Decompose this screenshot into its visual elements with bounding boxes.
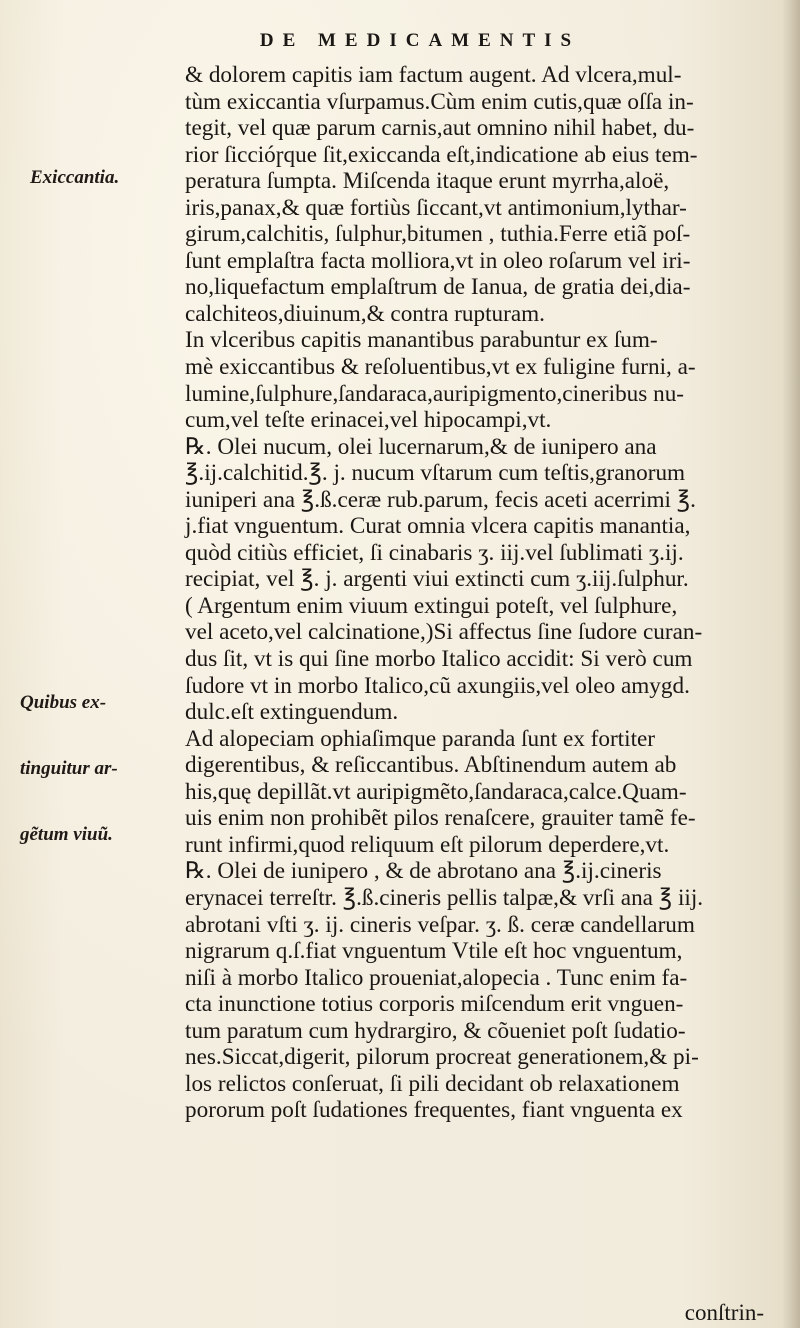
text-line: erynacei terreſtr. ℥.ß.cineris pellis talpæ,& vrſi ana ℥ iij. (185, 884, 704, 911)
text-line: digerentibus, & reſiccantibus. Abſtinendum autem ab (185, 752, 677, 779)
text-line: iris,panax,& quæ fortiùs ſiccant,vt antimonium,lythar- (185, 194, 687, 221)
text-line: runt infirmi,quod reliquum eſt pilorum deperdere,vt. (185, 831, 670, 858)
text-line: ℥.ij.calchitid.℥. j. nucum vſtarum cum teſtis,granorum (185, 460, 686, 487)
margin-note-exiccantia: Exiccantia. (30, 167, 120, 188)
main-text-block (185, 62, 785, 1124)
text-line: ſunt emplaſtra facta molliora,vt in oleo roſarum vel iri- (185, 247, 691, 274)
catchword: conſtrin- (684, 1300, 764, 1325)
text-line: iuniperi ana ℥.ß.ceræ rub.parum, fecis aceti acerrimi ℥. (185, 486, 696, 513)
text-line: cum,vel teſte erinacei,vel hipocampi,vt. (185, 407, 552, 434)
text-line: los relictos conſeruat, ſi pili decidant ob relaxationem (185, 1070, 680, 1097)
text-line: mè exiccantibus & reſoluentibus,vt ex fuligine furni, a- (185, 354, 696, 381)
text-line: girum,calchitis, ſulphur,bitumen , tuthia.Ferre etiã poſ- (185, 221, 691, 248)
margin-note-quibus (20, 648, 118, 890)
text-line: dulc.eſt extinguendum. (185, 699, 399, 726)
text-line: quòd citiùs efficiet, ſi cinabaris ʒ. iij.vel ſublimati ʒ.ij. (185, 539, 684, 566)
text-line: tùm exiccantia vſurpamus.Cùm enim cutis,quæ oſſa in- (185, 88, 694, 115)
text-line: ( Argentum enim viuum extingui poteſt, vel ſulphure, (185, 592, 678, 619)
text-line: his,quę depillãt.vt auripigmẽto,ſandaraca,calce.Quam- (185, 778, 687, 805)
text-line: rior ſiccióɼque ſit,exiccanda eſt,indicatione ab eius tem- (185, 141, 698, 168)
text-line: vel aceto,vel calcinatione,)Si affectus ſine ſudore curan- (185, 619, 703, 646)
text-line: tegit, vel quæ parum carnis,aut omnino nihil habet, du- (185, 115, 695, 142)
text-line: j.fiat vnguentum. Curat omnia vlcera capitis manantia, (185, 513, 691, 540)
text-line: nigrarum q.ſ.fiat vnguentum Vtile eſt hoc vnguentum, (185, 938, 683, 965)
text-line: pororum poſt ſudationes frequentes, fiant vnguenta ex (185, 1097, 683, 1124)
text-line: cta inunctione totius corporis miſcendum erit vnguen- (185, 991, 684, 1018)
running-head: DE MEDICAMENTIS (259, 30, 581, 51)
text-line: calchiteos,diuinum,& contra rupturam. (185, 300, 545, 327)
text-line: ℞. Olei de iunipero , & de abrotano ana ℥.ij.cineris (185, 858, 662, 885)
text-line: peratura ſumpta. Miſcenda itaque erunt myrrha,aloë, (185, 168, 670, 195)
text-line: tum paratum cum hydrargiro, & cõueniet poſt ſudatio- (185, 1017, 686, 1044)
text-line: abrotani vſti ʒ. ij. cineris veſpar. ʒ. ß. ceræ candellarum (185, 911, 695, 938)
text-line: nes.Siccat,digerit, pilorum procreat generationem,& pi- (185, 1044, 699, 1071)
margin-note-line: gẽtum viuũ. (20, 824, 113, 845)
text-line: dus ſit, vt is qui ſine morbo Italico accidit: Si verò cum (185, 646, 693, 673)
margin-note-line: tinguitur ar- (20, 758, 118, 779)
text-line: niſi à morbo Italico proueniat,alopecia . Tunc enim fa- (185, 964, 688, 991)
text-line: lumine,ſulphure,ſandaraca,auripigmento,cineribus nu- (185, 380, 685, 407)
text-line: ℞. Olei nucum, olei lucernarum,& de iunipero ana (185, 433, 657, 460)
text-line: In vlceribus capitis manantibus parabuntur ex ſum- (185, 327, 658, 354)
margin-note-line: Quibus ex- (20, 692, 107, 713)
text-line: Ad alopeciam ophiaſimque paranda ſunt ex fortiter (185, 725, 656, 752)
text-line: no,liquefactum emplaſtrum de Ianua, de gratia dei,dia- (185, 274, 691, 301)
text-line: recipiat, vel ℥. j. argenti viui extincti cum ʒ.iij.ſulphur. (185, 566, 689, 593)
text-line: uis enim non prohibẽt pilos renaſcere, grauiter tamẽ fe- (185, 805, 696, 832)
text-line: & dolorem capitis iam factum augent. Ad vlcera,mul- (185, 62, 682, 88)
text-line: ſudore vt in morbo Italico,cũ axungiis,vel oleo amygd. (185, 672, 690, 699)
